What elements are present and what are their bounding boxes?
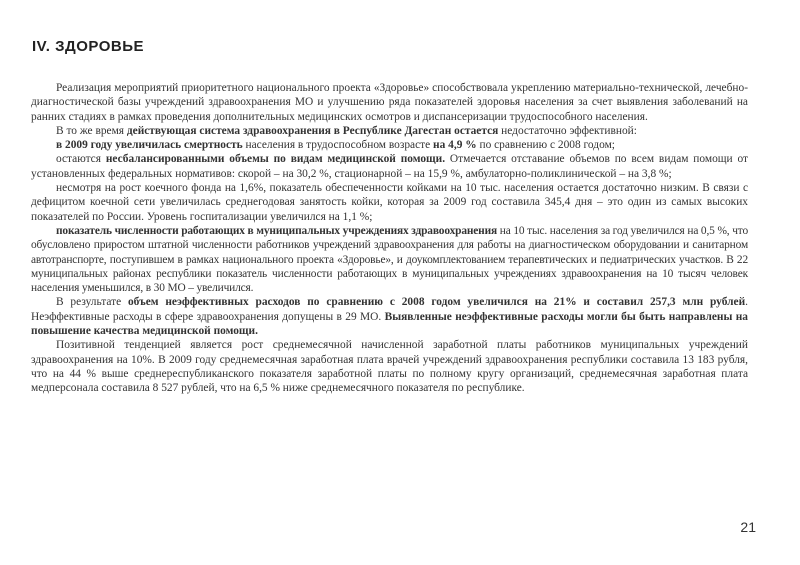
document-body: [31, 81, 748, 396]
page-title: IV. ЗДОРОВЬЕ: [32, 38, 144, 55]
emphasis-text: Выявленные неэффективные расходы могли бы быть направлены на повышение качества медицинской помощи.: [31, 310, 748, 338]
paragraph-text: . Неэффективные расходы в сфере здравоохранения допущены в 29 МО.: [31, 296, 748, 323]
paragraph-bed-capacity: [31, 181, 748, 224]
paragraph-intro: [31, 81, 748, 124]
emphasis-text: объем неэффективных расходов по сравнению с 2008 годом увеличился на 21% и составил 257,3 млн рублей: [127, 296, 746, 309]
emphasis-text: показатель численности работающих в муниципальных учреждениях здравоохранения: [56, 224, 498, 237]
paragraph-text: несмотря на рост коечного фонда на 1,6%, показатель обеспеченности койками на 10 тыс. населения остается достаточно низким. В связи с дефицитом коечной сети увеличилась среднегодовая занятость койки, которая за 2009 год составила 345,4 дня – это один из самых высоких показателей по России. Уровень госпитализации увеличился на 1,1 %;: [31, 182, 748, 223]
paragraph-system-efficiency: [31, 124, 748, 138]
paragraph-text: населения в трудоспособном возрасте: [242, 139, 434, 152]
emphasis-text: несбалансированными объемы по видам медицинской помощи.: [105, 153, 446, 166]
paragraph-mortality: [31, 138, 748, 152]
emphasis-text: в 2009 году увеличилась смертность: [56, 139, 243, 152]
emphasis-text: действующая система здравоохранения в Республике Дагестан остается: [126, 124, 499, 137]
paragraph-text: недостаточно эффективной:: [498, 124, 637, 137]
paragraph-text: В то же время: [56, 124, 127, 137]
paragraph-text: на 10 тыс. населения за год увеличился на 0,5 %, что обусловлено приростом штатной численности работников учреждений здравоохранения для работы на диагностическом оборудовании и санитарном автотранспорте, поступившем в рамках национального проекта «Здоровье», и доукомплектованием терапевтических и педиатрических участков. В 22 муниципальных районах республики показатель численности работающих в муниципальных учреждениях здравоохранения на 10 тысяч человек населения уменьшился, в 30 МО – увеличился.: [31, 224, 748, 295]
paragraph-salaries: [31, 338, 748, 395]
paragraph-text: Позитивной тенденцией является рост среднемесячной начисленной заработной платы работников муниципальных учреждений здравоохранения на 10%. В 2009 году среднемесячная заработная плата врачей учреждений здравоохранения республики составила 13 183 рубля, что на 44 % выше среднереспубликанского показателя заработной платы по полному кругу организаций, среднемесячная заработная плата медперсонала составила 8 527 рублей, что на 6,5 % ниже среднемесячного показателя по республике.: [31, 339, 748, 395]
paragraph-care-volumes: [31, 152, 748, 181]
paragraph-text: остаются: [56, 153, 106, 166]
page-number: 21: [740, 519, 756, 535]
paragraph-text: Отмечается отставание объемов по всем видам помощи от установленных федеральных нормативов: скорой – на 30,2 %, стационарной – на 15,9 %, амбулаторно-поликлинической – на 3,8 %;: [31, 153, 749, 180]
emphasis-text: на 4,9 %: [433, 139, 477, 152]
paragraph-text: В результате: [56, 296, 128, 309]
paragraph-text: Реализация мероприятий приоритетного национального проекта «Здоровье» способствовала укреплению материально-технической, лечебно-диагностической базы учреждений здравоохранения МО и улучшению ряда показателей здоровья населения за счет выявления заболеваний на ранних стадиях в рамках проведения дополнительных медицинских осмотров и диспансеризации трудоспособного населения.: [31, 82, 748, 123]
paragraph-inefficient-spending: [31, 295, 748, 338]
paragraph-staff-numbers: [31, 224, 748, 295]
paragraph-text: по сравнению с 2008 годом;: [476, 139, 615, 152]
